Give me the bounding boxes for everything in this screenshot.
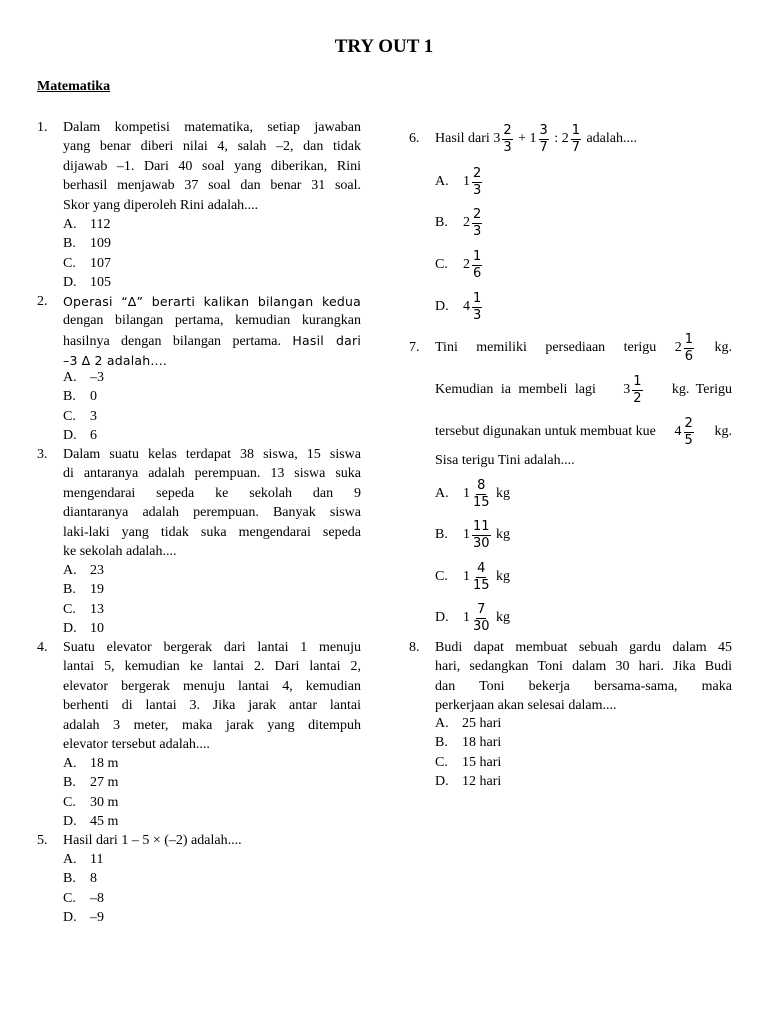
question-text-part: Tini	[435, 340, 458, 355]
question-text-line: Operasi “∆” berarti kalikan bilangan kedua	[63, 294, 361, 309]
option	[435, 287, 484, 327]
fraction-denominator: 3	[473, 223, 482, 239]
question-text-line: yang benar diberi nilai 4, salah –2, dan tidak	[63, 139, 361, 155]
fraction-denominator: 30	[473, 535, 490, 551]
question-text-line: diantaranya adalah perempuan. Banyak siswa	[63, 505, 361, 521]
option-letter: B.	[63, 389, 76, 405]
fraction-numerator: 2	[473, 165, 482, 181]
fraction	[632, 374, 642, 407]
option-letter: D.	[63, 275, 77, 291]
question-6	[409, 118, 637, 160]
option-value: 8	[90, 871, 97, 887]
fraction-numerator: 7	[477, 601, 486, 617]
fraction-denominator: 7	[571, 139, 580, 155]
question-text-part: Hasil dari	[435, 131, 490, 146]
option-letter: C.	[63, 601, 76, 617]
fraction-whole: 2	[674, 340, 682, 355]
option-value: 19	[90, 582, 104, 598]
option-value: 10	[90, 621, 104, 637]
question-text-line: perkerjaan akan selesai dalam....	[435, 698, 617, 714]
question-text-line: berhasil menjawab 37 soal dan benar 31 soal.	[63, 178, 361, 194]
fraction-denominator: 3	[473, 182, 482, 198]
question-text-part: adalah....	[586, 131, 637, 146]
question-text-part: Kemudian ia membeli lagi	[435, 382, 596, 397]
fraction-denominator: 3	[503, 139, 512, 155]
question-text-line: Hasil dari 1 – 5 × (–2) adalah....	[63, 833, 242, 848]
question-text-part: hasilnya dengan bilangan pertama.	[63, 333, 282, 349]
option-value: 0	[90, 389, 97, 405]
question-text-line: hari, sedangkan Toni dalam 30 hari. Jika Budi	[435, 659, 732, 675]
question-text-line: dijawab –1. Dari 40 soal yang diberikan, Rini	[63, 158, 361, 174]
fraction	[472, 602, 491, 635]
option-value: 6	[90, 428, 97, 444]
question-text-part: terigu	[623, 340, 657, 355]
fraction-whole: 2	[463, 215, 470, 230]
option-letter: B.	[63, 871, 76, 887]
option-letter: B.	[435, 215, 448, 230]
question-text-line: Skor yang diperoleh Rini adalah....	[63, 197, 259, 213]
fraction-denominator: 3	[473, 307, 482, 323]
question-number: 4.	[37, 640, 48, 655]
question-text-line: elevator bergerak menuju lantai 4, kemudian	[63, 678, 361, 694]
fraction-whole: 3	[623, 382, 631, 397]
option-letter: C.	[435, 257, 448, 272]
option-value: 27 m	[90, 775, 119, 791]
mixed-fraction	[463, 519, 493, 552]
question-text-line: elevator tersebut adalah....	[63, 737, 210, 753]
fraction-whole: 1	[529, 131, 537, 146]
mixed-fraction	[675, 416, 696, 449]
option-unit: kg	[496, 527, 511, 542]
fraction-whole: 4	[463, 299, 470, 314]
mixed-fraction	[493, 123, 514, 156]
fraction-whole: 1	[463, 610, 470, 625]
option-letter: D.	[63, 910, 77, 926]
mixed-fraction	[530, 123, 551, 156]
fraction-denominator: 2	[633, 390, 642, 406]
fraction	[539, 123, 549, 156]
question-number: 6.	[409, 131, 420, 146]
question-number: 3.	[37, 447, 48, 462]
question-text-line: Budi dapat membuat sebuah gardu dalam 45	[435, 640, 732, 655]
option-letter: D.	[435, 610, 449, 625]
subject-heading: Matematika	[37, 79, 111, 94]
fraction	[571, 123, 581, 156]
option	[435, 162, 484, 202]
fraction	[472, 291, 482, 324]
fraction	[472, 519, 491, 552]
option-value: 12 hari	[462, 774, 502, 790]
question-text-part: tersebut digunakan untuk membuat kue	[435, 424, 656, 439]
fraction	[472, 166, 482, 199]
fraction-numerator: 1	[571, 122, 580, 138]
question-text-part: kg.	[714, 424, 732, 439]
question-text-line: di antaranya adalah perempuan. 13 siswa suka	[63, 466, 361, 482]
fraction	[684, 416, 694, 449]
option-letter: D.	[63, 428, 77, 444]
option-value: 18 m	[90, 756, 119, 771]
question-text-line: ke sekolah adalah....	[63, 544, 177, 560]
fraction-denominator: 5	[684, 432, 693, 448]
question-text-line: mengendarai sepeda ke sekolah dan 9	[63, 485, 361, 501]
fraction-denominator: 6	[473, 265, 482, 281]
fraction-whole: 1	[463, 486, 470, 501]
question-text-line: dengan bilangan pertama, kemudian kurangkan	[63, 313, 361, 329]
option-letter: A.	[63, 563, 77, 578]
fraction-whole: 4	[674, 424, 682, 439]
question-number: 1.	[37, 120, 48, 135]
fraction-whole: 1	[463, 569, 470, 584]
option-letter: C.	[63, 255, 76, 271]
option-unit: kg	[496, 569, 511, 584]
fraction-whole: 2	[561, 131, 569, 146]
option-value: 105	[90, 275, 111, 291]
fraction-whole: 1	[463, 527, 470, 542]
option-value: 18 hari	[462, 735, 502, 751]
fraction-numerator: 2	[473, 206, 482, 222]
option	[435, 556, 510, 598]
mixed-fraction	[463, 207, 484, 240]
option-value: 107	[90, 255, 111, 271]
option	[435, 514, 510, 556]
fraction-numerator: 1	[473, 290, 482, 306]
fraction	[472, 561, 491, 594]
option-letter: A.	[63, 370, 77, 385]
question-text-line: Suatu elevator bergerak dari lantai 1 menuju	[63, 640, 361, 655]
fraction-denominator: 15	[473, 577, 490, 593]
option-value: –3	[90, 370, 104, 385]
question-text-line	[435, 332, 732, 365]
fraction-numerator: 1	[473, 248, 482, 264]
fraction-denominator: 30	[473, 618, 490, 634]
option-letter: B.	[435, 735, 448, 751]
question-text-line: dan Toni bekerja bersama-sama, maka	[435, 678, 732, 694]
fraction-numerator: 1	[633, 373, 642, 389]
option-letter: A.	[435, 174, 449, 189]
option-letter: D.	[63, 621, 77, 637]
fraction-numerator: 2	[503, 122, 512, 138]
question-number: 7.	[409, 340, 420, 355]
fraction	[502, 123, 512, 156]
option-letter: C.	[63, 890, 76, 906]
mixed-fraction	[675, 332, 696, 365]
option-letter: A.	[435, 486, 449, 501]
option-value: 112	[90, 217, 111, 232]
option	[435, 203, 484, 243]
fraction	[472, 249, 482, 282]
fraction-numerator: 2	[684, 415, 693, 431]
option-letter: D.	[435, 299, 449, 314]
mixed-fraction	[463, 478, 493, 511]
option-value: 11	[90, 852, 104, 867]
question-text-part: kg.	[714, 340, 732, 355]
fraction-whole: 1	[463, 174, 470, 189]
option-letter: D.	[63, 814, 77, 830]
option-letter: C.	[63, 408, 76, 424]
fraction-numerator: 8	[477, 477, 486, 493]
option-value: 30 m	[90, 794, 119, 810]
question-7-line-2	[435, 370, 732, 410]
mixed-fraction	[623, 374, 644, 407]
question-text-line: –3 ∆ 2 adalah....	[63, 353, 168, 369]
fraction-denominator: 6	[684, 348, 694, 364]
question-number: 2.	[37, 294, 48, 309]
question-text-line: lantai 5, kemudian ke lantai 2. Dari lantai 2,	[63, 659, 361, 675]
option-value: 23	[90, 563, 104, 578]
option-letter: A.	[63, 756, 77, 771]
question-text-line: Dalam suatu kelas terdapat 38 siswa, 15 siswa	[63, 447, 361, 462]
option-value: –8	[90, 890, 104, 906]
option	[435, 597, 510, 639]
fraction-numerator: 4	[477, 560, 486, 576]
question-number: 8.	[409, 640, 420, 655]
option	[435, 245, 484, 285]
option-value: –9	[90, 910, 104, 926]
fraction-numerator: 11	[473, 518, 490, 534]
option-value: 15 hari	[462, 754, 502, 770]
operator: +	[518, 131, 527, 146]
option-letter: B.	[63, 775, 76, 791]
question-text-part: memiliki	[476, 340, 527, 355]
fraction-denominator: 15	[473, 494, 490, 510]
question-text-part: Sisa terigu Tini adalah....	[435, 453, 575, 468]
fraction	[684, 332, 694, 365]
option-value: 45 m	[90, 814, 119, 830]
fraction-denominator: 7	[539, 139, 548, 155]
question-text-line: berhenti di lantai 3. Jika jarak antar lantai	[63, 698, 361, 714]
option-letter: A.	[63, 217, 77, 232]
option-letter: C.	[435, 569, 448, 584]
mixed-fraction	[463, 249, 484, 282]
fraction	[472, 207, 482, 240]
question-text-part: Hasil dari	[292, 332, 362, 348]
option-unit: kg	[496, 486, 511, 501]
option-letter: C.	[435, 754, 448, 770]
mixed-fraction	[463, 602, 493, 635]
question-text-line	[63, 331, 361, 351]
option-value: 3	[90, 408, 97, 424]
operator: :	[554, 131, 559, 146]
question-text-line: laki-laki yang tidak suka mengendarai sepeda	[63, 524, 361, 540]
mixed-fraction	[562, 123, 583, 156]
mixed-fraction	[463, 166, 484, 199]
question-7-line-3	[435, 412, 732, 452]
option-unit: kg	[496, 610, 511, 625]
question-7	[409, 328, 732, 368]
option-letter: A.	[63, 852, 77, 867]
option-letter: A.	[435, 716, 449, 731]
option-letter: C.	[63, 794, 76, 810]
fraction-numerator: 1	[684, 331, 694, 347]
option-letter: B.	[63, 236, 76, 252]
option	[435, 473, 510, 515]
question-7-line-4	[435, 453, 575, 469]
question-text-line: adalah 3 meter, maka jarak yang ditempuh	[63, 717, 361, 733]
fraction	[472, 478, 491, 511]
option-letter: B.	[63, 582, 76, 598]
mixed-fraction	[463, 291, 484, 324]
option-letter: B.	[435, 527, 448, 542]
question-number: 5.	[37, 833, 48, 848]
fraction-whole: 3	[493, 131, 501, 146]
option-value: 13	[90, 601, 104, 617]
option-value: 109	[90, 236, 111, 252]
question-text-part: kg. Terigu	[671, 382, 732, 397]
question-text-part: persediaan	[545, 340, 606, 355]
option-letter: D.	[435, 774, 449, 790]
fraction-whole: 2	[463, 257, 470, 272]
page-title: TRY OUT 1	[334, 36, 434, 57]
question-text-line: Dalam kompetisi matematika, setiap jawaban	[63, 120, 361, 135]
option-value: 25 hari	[462, 716, 502, 731]
fraction-numerator: 3	[539, 122, 548, 138]
mixed-fraction	[463, 561, 493, 594]
